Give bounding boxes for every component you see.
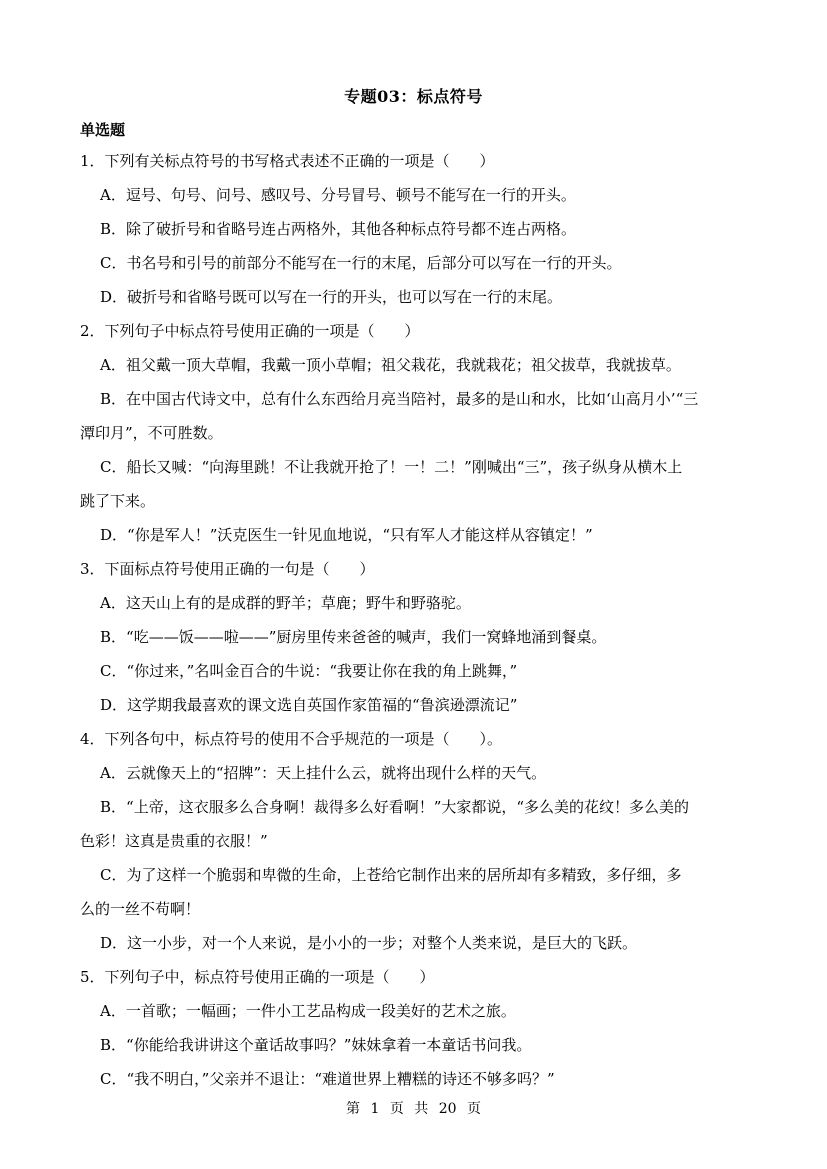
answer-option: B．除了破折号和省略号连占两格外，其他各种标点符号都不连占两格。 [100,220,577,238]
answer-option: B．“你能给我讲讲这个童话故事吗？”妹妹拿着一本童话书问我。 [100,1036,532,1054]
answer-option: C．“你过来，”名叫金百合的牛说：“我要让你在我的角上跳舞，” [100,662,518,680]
page-footer [0,1098,827,1118]
answer-option: C．船长又喊：“向海里跳！不让我就开抢了！一！二！”刚喊出“三”，孩子纵身从横木上 [100,458,683,476]
answer-option: B．在中国古代诗文中，总有什么东西给月亮当陪衬，最多的是山和水，比如‘山高月小’“三 [100,390,699,408]
answer-option: D．这学期我最喜欢的课文选自英国作家笛福的“鲁滨逊漂流记” [100,696,518,714]
footer-suffix: 页 [467,1101,481,1117]
page-title: 专题03：标点符号 [344,87,483,106]
text-continuation: 潭印月”，不可胜数。 [80,424,223,442]
answer-option: A．一首歌；一幅画；一件小工艺品构成一段美好的艺术之旅。 [100,1002,516,1020]
text-continuation: 跳了下来。 [80,492,156,510]
answer-option: C．书名号和引号的前部分不能写在一行的末尾，后部分可以写在一行的开头。 [100,254,622,272]
question-stem: 4．下列各句中，标点符号的使用不合乎规范的一项是（ ）。 [80,730,503,748]
footer-total-pages: 20 [438,1101,457,1117]
answer-option: A．这天山上有的是成群的野羊；草鹿；野牛和野骆驼。 [100,594,471,612]
question-stem: 1．下列有关标点符号的书写格式表述不正确的一项是（ ） [80,152,495,170]
footer-page-word: 页 [389,1101,404,1117]
question-stem: 3．下面标点符号使用正确的一句是（ ） [80,560,375,578]
answer-option: D．这一小步，对一个人来说，是小小的一步；对整个人类来说，是巨大的飞跃。 [100,934,638,952]
question-list [80,149,756,1101]
footer-total-word: 共 [414,1101,429,1117]
answer-option: C．“我不明白，”父亲并不退让：“难道世界上糟糕的诗还不够多吗？” [100,1070,555,1088]
answer-option: D．破折号和省略号既可以写在一行的开头，也可以写在一行的末尾。 [100,288,563,306]
answer-option: D．“你是军人！”沃克医生一针见血地说，“只有军人才能这样从容镇定！” [100,526,593,544]
answer-option: C．为了这样一个脆弱和卑微的生命，上苍给它制作出来的居所却有多精致，多仔细，多 [100,866,682,884]
text-continuation: 色彩！这真是贵重的衣服！” [80,832,268,850]
footer-page-number: 1 [370,1101,380,1117]
answer-option: A．云就像天上的“招牌”：天上挂什么云，就将出现什么样的天气。 [100,764,547,782]
footer-prefix: 第 [345,1101,360,1117]
text-continuation: 么的一丝不苟啊！ [80,900,201,918]
answer-option: B．“吃——饭——啦——”厨房里传来爸爸的喊声，我们一窝蜂地涌到餐桌。 [100,628,607,646]
answer-option: A．逗号、句号、问号、感叹号、分号冒号、顿号不能写在一行的开头。 [100,186,576,204]
answer-option: A．祖父戴一顶大草帽，我戴一顶小草帽；祖父栽花，我就栽花；祖父拔草，我就拔草。 [100,356,681,374]
section-heading: 单选题 [80,121,126,139]
question-stem: 5．下列句子中，标点符号使用正确的一项是（ ） [80,968,435,986]
question-stem: 2．下列句子中标点符号使用正确的一项是（ ） [80,322,420,340]
answer-option: B．“上帝，这衣服多么合身啊！裁得多么好看啊！”大家都说，“多么美的花纹！多么美的 [100,798,690,816]
